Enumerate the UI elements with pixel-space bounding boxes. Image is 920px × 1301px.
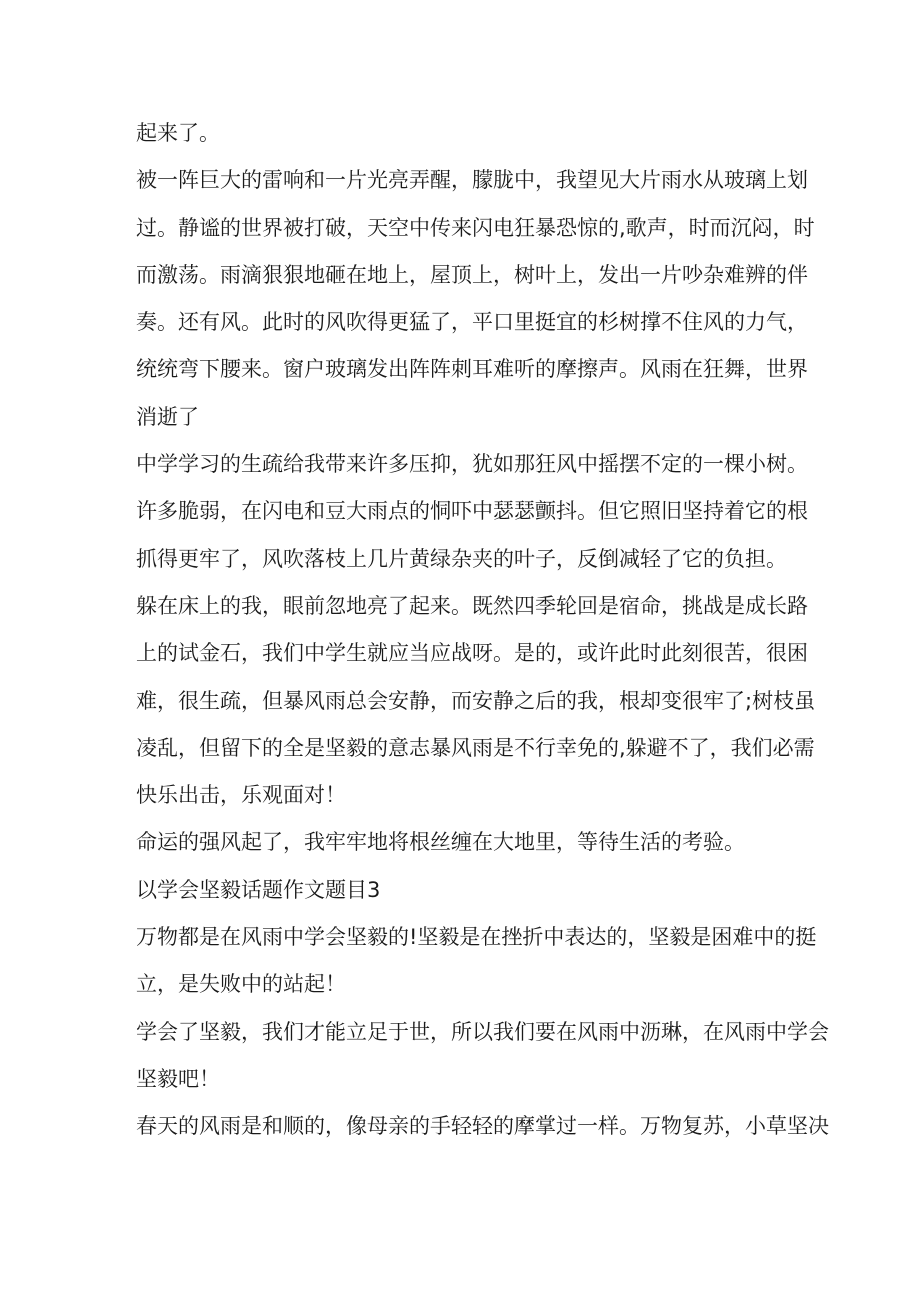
text-line: 统统弯下腰来。窗户玻璃发出阵阵刺耳难听的摩擦声。风雨在狂舞，世界 — [136, 357, 808, 382]
text-line: 而激荡。雨滴狠狠地砸在地上，屋顶上，树叶上，发出一片吵杂难辨的伴 — [136, 262, 808, 287]
text-line: 许多脆弱，在闪电和豆大雨点的恫吓中瑟瑟颤抖。但它照旧坚持着它的根 — [136, 499, 808, 524]
text-line: 抓得更牢了，风吹落枝上几片黄绿杂夹的叶子，反倒减轻了它的负担。 — [136, 546, 787, 571]
document-body — [136, 110, 829, 1151]
section-heading: 以学会坚毅话题作文题目3 — [136, 877, 381, 902]
text-line: 躲在床上的我，眼前忽地亮了起来。既然四季轮回是宿命，挑战是成长路 — [136, 593, 808, 618]
text-line: 坚毅吧！ — [136, 1066, 220, 1091]
text-line: 上的试金石，我们中学生就应当应战呀。是的，或许此时此刻很苦，很困 — [136, 641, 808, 666]
text-line: 过。静谧的世界被打破，天空中传来闪电狂暴恐惊的,歌声，时而沉闷，时 — [136, 215, 815, 240]
text-line: 春天的风雨是和顺的，像母亲的手轻轻的摩掌过一样。万物复苏，小草坚决 — [136, 1114, 829, 1139]
text-line: 凌乱，但留下的全是坚毅的意志暴风雨是不行幸免的,躲避不了，我们必需 — [136, 735, 815, 760]
text-line: 学会了坚毅，我们才能立足于世，所以我们要在风雨中沥琳，在风雨中学会 — [136, 1019, 829, 1044]
text-line: 消逝了 — [136, 404, 199, 429]
text-line: 被一阵巨大的雷响和一片光亮弄醒，朦胧中，我望见大片雨水从玻璃上划 — [136, 168, 808, 193]
text-line: 奏。还有风。此时的风吹得更猛了，平口里挺宜的杉树撑不住风的力气， — [136, 310, 808, 335]
text-line: 立，是失败中的站起！ — [136, 972, 346, 997]
text-line: 难，很生疏，但暴风雨总会安静，而安静之后的我，根却变很牢了;树枝虽 — [136, 688, 816, 713]
text-line: 快乐出击，乐观面对！ — [136, 783, 346, 808]
text-line: 万物都是在风雨中学会坚毅的!坚毅是在挫折中表达的，坚毅是困难中的挺 — [136, 925, 817, 950]
text-line: 中学学习的生疏给我带来许多压抑，犹如那狂风中摇摆不定的一棵小树。 — [136, 452, 808, 477]
text-line: 起来了。 — [136, 121, 220, 145]
text-line: 命运的强风起了，我牢牢地将根丝缠在大地里，等待生活的考验。 — [136, 830, 745, 855]
